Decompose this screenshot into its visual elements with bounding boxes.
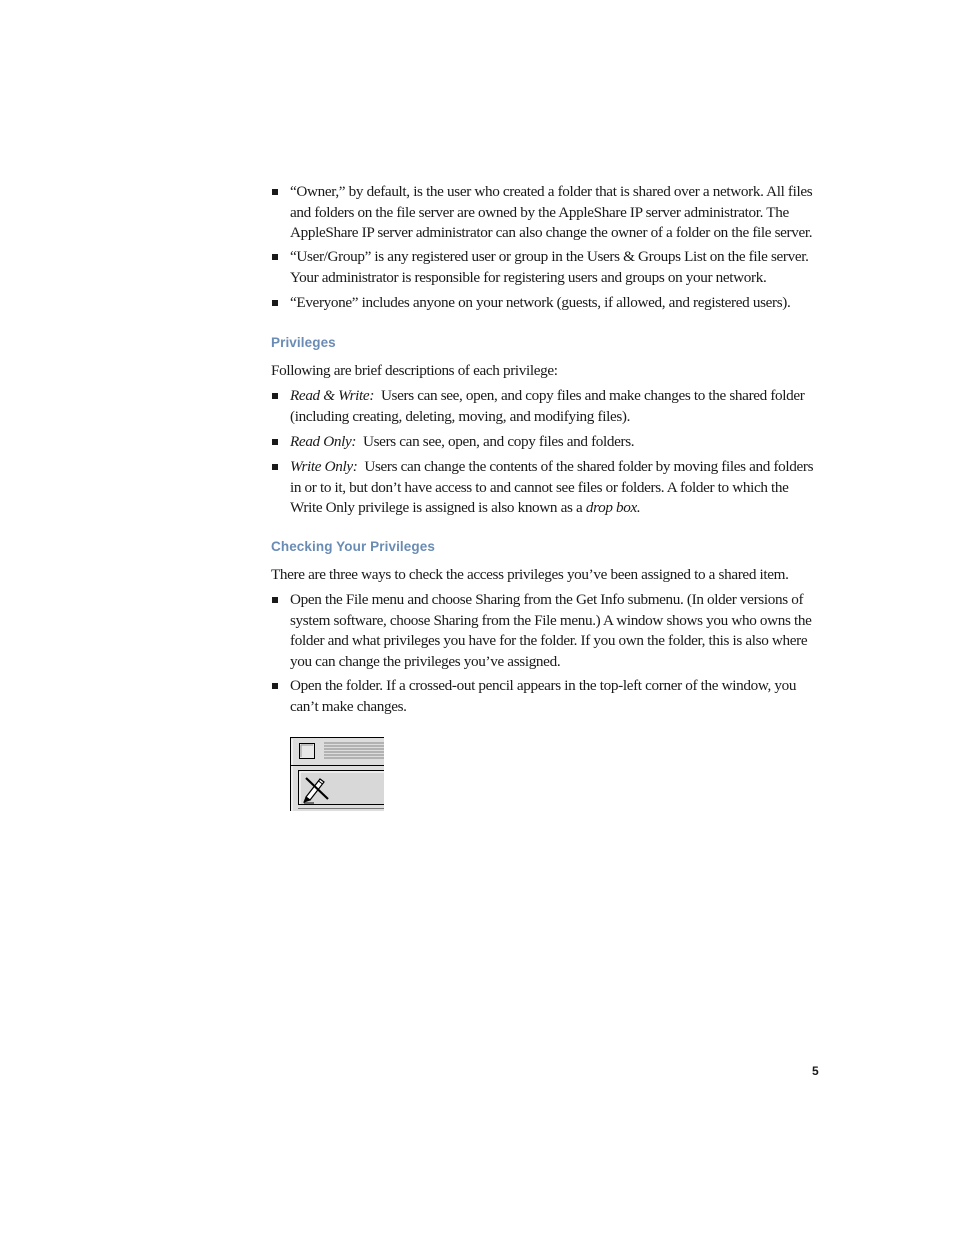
bullet-square-icon <box>272 393 278 399</box>
privileges-heading: Privileges <box>271 335 336 350</box>
privilege-description: Users can see, open, and copy files and make changes to the shared folder (including creating, deleting, moving, and modifying files). <box>290 387 805 425</box>
list-item-text: “User/Group” is any registered user or group in the Users & Groups List on the file server. Your administrator is responsible for registering users and groups on your network. <box>290 248 809 286</box>
bullet-square-icon <box>272 300 278 306</box>
privilege-term: Read Only: <box>290 433 357 450</box>
list-item-text: Open the File menu and choose Sharing from the Get Info submenu. (In older versions of system software, choose Sharing from the File menu.) A window shows you who owns the folder and what privileges you have for the folder. If you own the folder, this is also where you can change the privileges you’ve assigned. <box>290 591 812 670</box>
list-item-everyone <box>290 293 820 314</box>
page-number: 5 <box>812 1064 819 1078</box>
bullet-square-icon <box>272 597 278 603</box>
list-item-get-info <box>290 590 820 672</box>
list-item-text: “Owner,” by default, is the user who created a folder that is shared over a network. All files and folders on the file server are owned by the AppleShare IP server administrator. The AppleShare IP server administrator can also change the owner of a folder on the file server. <box>290 183 813 241</box>
bullet-square-icon <box>272 683 278 689</box>
privilege-description: Users can see, open, and copy files and folders. <box>363 433 635 450</box>
list-item-text: “Everyone” includes anyone on your network (guests, if allowed, and registered users). <box>290 294 791 311</box>
window-corner-illustration <box>290 737 384 811</box>
privilege-term: Write Only: <box>290 458 358 475</box>
privileges-intro: Following are brief descriptions of each privilege: <box>271 362 558 379</box>
list-item-write-only <box>290 457 820 519</box>
list-item-open-folder <box>290 676 820 717</box>
list-item-owner <box>290 182 820 244</box>
close-box-icon <box>300 744 315 759</box>
sentence-end: . <box>636 499 641 516</box>
privilege-term: Read & Write: <box>290 387 375 404</box>
bullet-square-icon <box>272 464 278 470</box>
bullet-square-icon <box>272 254 278 260</box>
drop-box-term: drop box <box>585 499 637 516</box>
privilege-description: Users can change the contents of the shared folder by moving files and folders in or to it, but don’t have access to and cannot see files or folders. A folder to which the Write Only privilege is assigned is also known as a <box>290 458 814 516</box>
list-item-text: Open the folder. If a crossed-out pencil appears in the top-left corner of the window, you can’t make changes. <box>290 677 797 715</box>
bullet-square-icon <box>272 439 278 445</box>
checking-privileges-heading: Checking Your Privileges <box>271 539 435 554</box>
checking-intro: There are three ways to check the access privileges you’ve been assigned to a shared item. <box>271 566 789 583</box>
window-corner-figure <box>290 737 384 811</box>
list-item-user-group <box>290 247 820 288</box>
list-item-read-only <box>290 432 820 453</box>
list-item-read-write <box>290 386 820 427</box>
bullet-square-icon <box>272 189 278 195</box>
